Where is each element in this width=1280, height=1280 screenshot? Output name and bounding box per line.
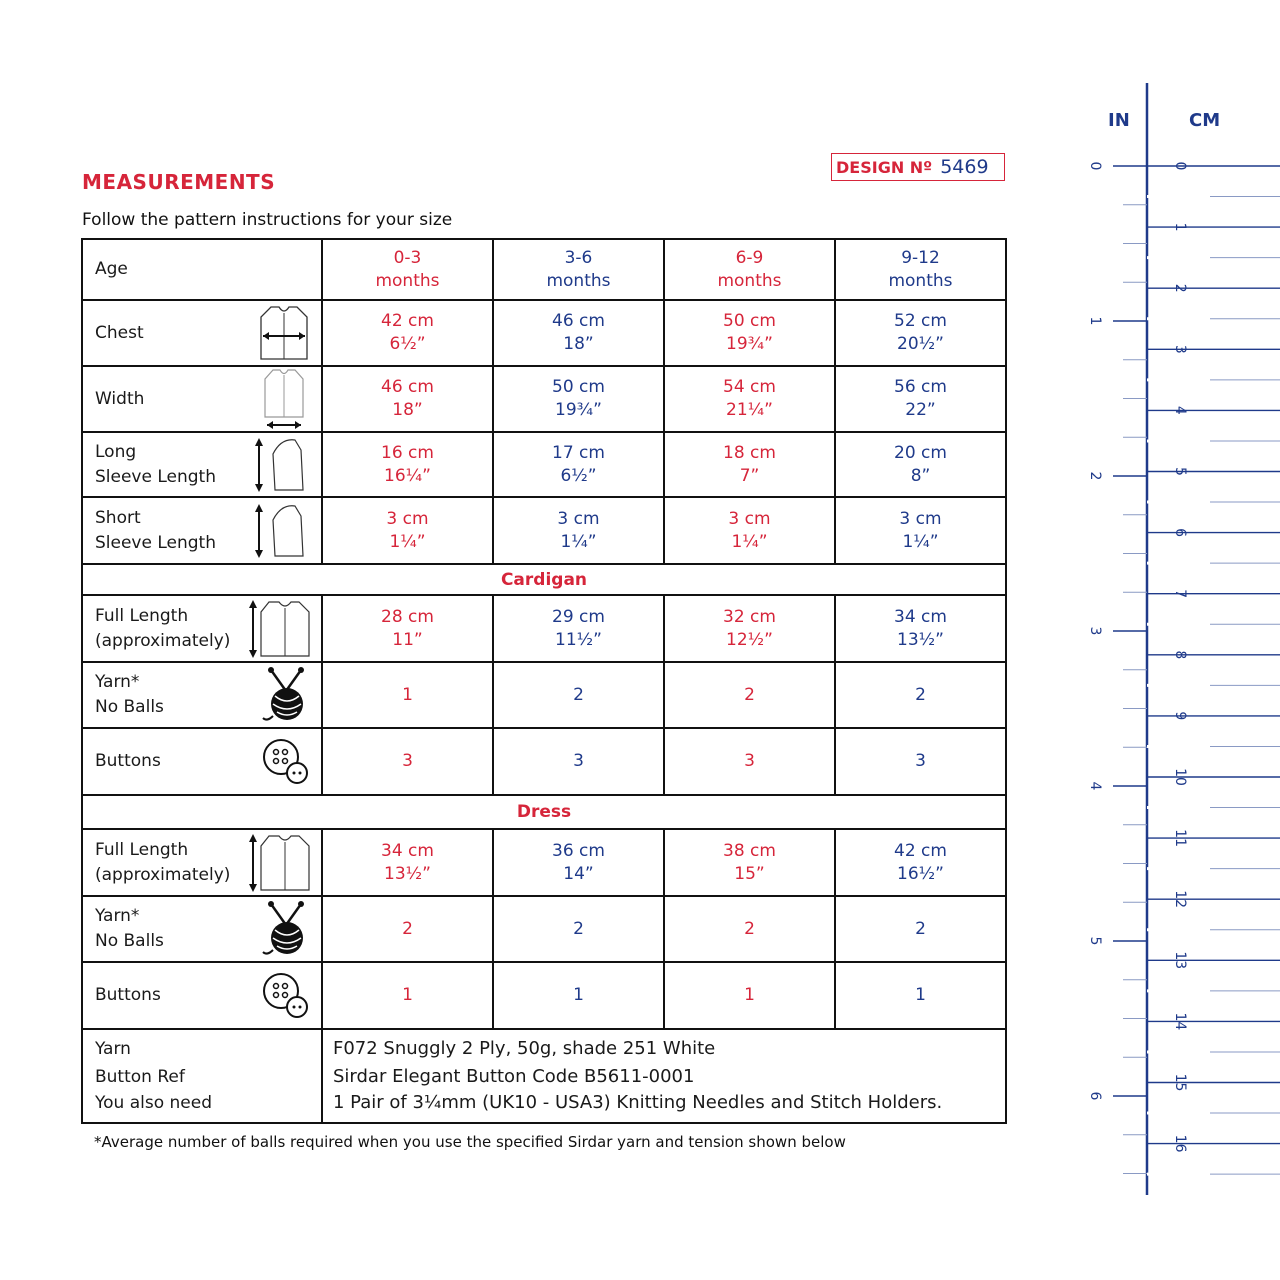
cm-number: 6 <box>1172 528 1188 538</box>
value-cell: 2 <box>322 896 493 962</box>
cm-number: 2 <box>1172 283 1188 293</box>
value-cell: 1 <box>664 962 835 1029</box>
cardigan-length-row <box>82 595 1006 662</box>
cm-number: 5 <box>1172 467 1188 476</box>
row-label: Buttons <box>82 962 322 1029</box>
cm-number: 15 <box>1172 1073 1188 1092</box>
row-label: Long Sleeve Length <box>82 432 322 497</box>
value-cell: 3 cm 1¼” <box>322 497 493 564</box>
size-header: 3-6 months <box>493 239 664 300</box>
value-cell: 2 <box>835 662 1006 728</box>
cm-number: 12 <box>1172 890 1188 909</box>
yarn-ball-icon <box>261 666 311 724</box>
cardigan-section-row <box>82 564 1006 595</box>
value-cell: 46 cm 18” <box>322 366 493 432</box>
yarn-value: F072 Snuggly 2 Ply, 50g, shade 251 White <box>333 1038 716 1059</box>
value-cell: 2 <box>835 896 1006 962</box>
also-need-label: You also need <box>95 1093 212 1113</box>
row-label: Buttons <box>82 728 322 795</box>
cm-number: 7 <box>1172 589 1188 599</box>
cm-number: 0 <box>1172 161 1188 171</box>
cm-number: 16 <box>1172 1134 1188 1153</box>
row-label: Short Sleeve Length <box>82 497 322 564</box>
age-label: Age <box>82 239 322 300</box>
long-sleeve-icon <box>251 436 311 494</box>
also-need-value: 1 Pair of 3¼mm (UK10 - USA3) Knitting Needles and Stitch Holders. <box>333 1092 943 1113</box>
inch-number: 3 <box>1087 626 1103 636</box>
value-cell: 52 cm 20½” <box>835 300 1006 366</box>
inch-number: 4 <box>1087 781 1103 791</box>
row-label: Full Length (approximately) <box>82 829 322 896</box>
value-cell: 2 <box>664 896 835 962</box>
value-cell: 54 cm 21¼” <box>664 366 835 432</box>
inch-number: 5 <box>1087 936 1103 946</box>
value-cell: 34 cm 13½” <box>835 595 1006 662</box>
short-sleeve-icon <box>251 502 311 560</box>
row-label: Yarn* No Balls <box>82 662 322 728</box>
dress-buttons-row <box>82 962 1006 1029</box>
value-cell: 16 cm 16¼” <box>322 432 493 497</box>
value-cell: 1 <box>322 662 493 728</box>
width-row <box>82 366 1006 432</box>
value-cell: 3 <box>664 728 835 795</box>
size-header: 0-3 months <box>322 239 493 300</box>
design-label: DESIGN Nº <box>836 157 933 177</box>
short-sleeve-row <box>82 497 1006 564</box>
value-cell: 28 cm 11” <box>322 595 493 662</box>
value-cell: 56 cm 22” <box>835 366 1006 432</box>
footnote: *Average number of balls required when you use the specified Sirdar yarn and tension shown below <box>94 1133 846 1151</box>
age-row <box>82 239 1006 300</box>
dress-section-row <box>82 795 1006 829</box>
row-label: Yarn* No Balls <box>82 896 322 962</box>
value-cell: 2 <box>664 662 835 728</box>
value-cell: 38 cm 15” <box>664 829 835 896</box>
chest-row <box>82 300 1006 366</box>
value-cell: 36 cm 14” <box>493 829 664 896</box>
dress-length-row <box>82 829 1006 896</box>
long-sleeve-row <box>82 432 1006 497</box>
value-cell: 50 cm 19¾” <box>664 300 835 366</box>
value-cell: 2 <box>493 662 664 728</box>
value-cell: 42 cm 6½” <box>322 300 493 366</box>
inch-number: 0 <box>1087 161 1103 171</box>
value-cell: 3 cm 1¼” <box>664 497 835 564</box>
cm-number: 1 <box>1172 222 1188 232</box>
row-label: Full Length (approximately) <box>82 595 322 662</box>
measurements-table <box>81 238 1007 1124</box>
design-number: 5469 <box>940 156 989 178</box>
value-cell: 3 cm 1¼” <box>835 497 1006 564</box>
value-cell: 1 <box>835 962 1006 1029</box>
value-cell: 3 <box>493 728 664 795</box>
yarn-ball-icon <box>261 900 311 958</box>
dress-yarn-row <box>82 896 1006 962</box>
cm-number: 11 <box>1172 829 1188 848</box>
button-value: Sirdar Elegant Button Code B5611-0001 <box>333 1066 695 1087</box>
cm-number: 4 <box>1172 405 1188 415</box>
cm-number: 13 <box>1172 951 1188 970</box>
value-cell: 32 cm 12½” <box>664 595 835 662</box>
value-cell: 17 cm 6½” <box>493 432 664 497</box>
chest-garment-icon <box>257 303 311 363</box>
cm-number: 10 <box>1172 768 1188 786</box>
value-cell: 2 <box>493 896 664 962</box>
buttons-icon <box>261 971 311 1021</box>
page-title: MEASUREMENTS <box>82 170 276 194</box>
row-label: Chest <box>82 300 322 366</box>
width-garment-icon <box>257 367 311 431</box>
full-length-garment-icon <box>247 832 311 894</box>
yarn-label: Yarn <box>95 1039 131 1059</box>
design-number-box <box>831 153 1005 181</box>
value-cell: 3 cm 1¼” <box>493 497 664 564</box>
cardigan-yarn-row <box>82 662 1006 728</box>
inch-number: 2 <box>1087 471 1103 481</box>
cm-number: 3 <box>1172 344 1188 354</box>
cm-number: 14 <box>1172 1012 1188 1031</box>
buttons-icon <box>261 737 311 787</box>
value-cell: 29 cm 11½” <box>493 595 664 662</box>
cm-number: 8 <box>1172 650 1188 660</box>
materials-row <box>82 1029 1006 1123</box>
button-ref-label: Button Ref <box>95 1067 185 1087</box>
value-cell: 34 cm 13½” <box>322 829 493 896</box>
cardigan-heading: Cardigan <box>82 564 1006 595</box>
value-cell: 46 cm 18” <box>493 300 664 366</box>
full-length-garment-icon <box>247 598 311 660</box>
ruler-in-label: IN <box>1108 110 1130 131</box>
page-subtitle: Follow the pattern instructions for your size <box>82 210 453 230</box>
value-cell: 3 <box>835 728 1006 795</box>
size-header: 6-9 months <box>664 239 835 300</box>
cardigan-buttons-row <box>82 728 1006 795</box>
materials-labels <box>82 1029 322 1123</box>
dress-heading: Dress <box>82 795 1006 829</box>
inch-number: 6 <box>1087 1091 1103 1101</box>
value-cell: 50 cm 19¾” <box>493 366 664 432</box>
inch-number: 1 <box>1087 316 1103 326</box>
value-cell: 18 cm 7” <box>664 432 835 497</box>
value-cell: 3 <box>322 728 493 795</box>
row-label: Width <box>82 366 322 432</box>
materials-values <box>322 1029 1006 1123</box>
ruler-cm-label: CM <box>1189 110 1221 131</box>
value-cell: 42 cm 16½” <box>835 829 1006 896</box>
cm-number: 9 <box>1172 711 1188 721</box>
size-header: 9-12 months <box>835 239 1006 300</box>
value-cell: 20 cm 8” <box>835 432 1006 497</box>
value-cell: 1 <box>493 962 664 1029</box>
value-cell: 1 <box>322 962 493 1029</box>
